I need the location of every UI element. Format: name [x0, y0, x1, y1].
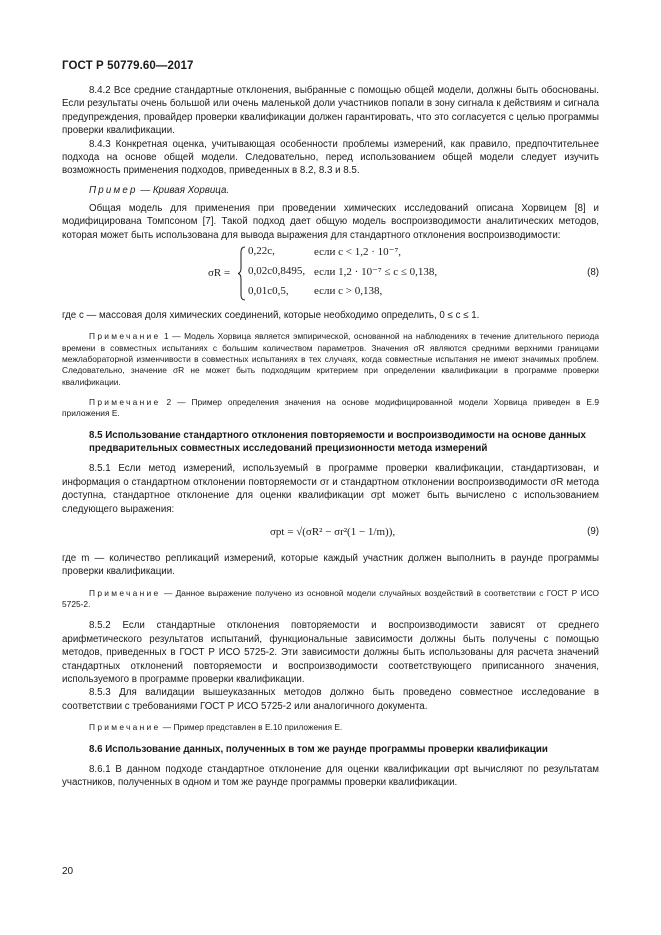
formula-8-cond-2: если 1,2 · 10⁻⁷ ≤ c ≤ 0,138,	[314, 266, 438, 279]
formula-9-expression: σpt = √(σR² − σr²(1 − 1/m)),	[270, 525, 396, 538]
note-4	[62, 722, 599, 733]
formula-8-case-1: 0,22c,	[248, 245, 275, 258]
example-title: Кривая Хорвица.	[152, 184, 230, 196]
example-heading	[62, 185, 599, 196]
note-2-label: Примечание	[89, 396, 161, 407]
formula-8-case-3: 0,01c0,5,	[248, 285, 289, 298]
note-1-label: Примечание	[89, 331, 161, 342]
page-number: 20	[62, 866, 74, 877]
section-heading-8-6: 8.6 Использование данных, полученных в том же раунде программы проверки квалификации	[89, 743, 548, 755]
paragraph-8-4-3: 8.4.3 Конкретная оценка, учитывающая особенности проблемы измерений, как правило, предпочтительнее подхода на основе общей модели. Следовательно, перед использованием общей модели следует изучить возможность применения подходов, приведенных в 8.2, 8.3 и 8.5.	[62, 138, 599, 177]
formula-8-case-2: 0,02c0,8495,	[248, 265, 306, 278]
paragraph-8-4-2: 8.4.2 Все средние стандартные отклонения, выбранные с помощью общей модели, должны быть обоснованы. Если результаты очень большой или очень маленькой доли участников попали в зону сигнала к действиям и сигнала предупреждения, провайдер проверки квалификации должен гарантировать, что это согласуется с целью программы проверки квалификации.	[62, 85, 599, 137]
brace-icon	[238, 246, 246, 301]
formula-8	[62, 245, 599, 303]
formula-8-cond-1: если c < 1,2 · 10⁻⁷,	[314, 246, 402, 259]
note-3	[62, 588, 599, 611]
page-content	[62, 84, 599, 790]
note-3-label: Примечание	[89, 587, 161, 598]
formula-9	[62, 520, 599, 550]
paragraph-where-m: где m — количество репликаций измерений, которые каждый участник должен выполнить в раунде программы проверки квалификации.	[62, 552, 599, 578]
note-1-text: 1 — Модель Хорвица является эмпирической, основанной на наблюдениях в течение длительного периода времени в совместных испытаниях с большим количеством параметров. Значения σR являются средними верхними границами межлабораторной изменчивости в совместных испытаниях в тех случаях, когда совместные испытания не имеют значимых проблем. Следовательно, значение σR не может быть подходящим критерием при определении квалификации в программе проверки квалификации.	[62, 331, 599, 387]
formula-8-cond-3: если c > 0,138,	[314, 285, 383, 298]
example-label: Пример	[89, 184, 138, 196]
note-3-text: — Данное выражение получено из основной модели случайных воздействий в соответствии с ГОСТ Р ИСО 5725-2.	[62, 587, 599, 610]
example-dash: —	[137, 184, 153, 196]
paragraph-8-5-3: 8.5.3 Для валидации вышеуказанных методов должно быть проведено совместное исследование в соответствии с требованиями ГОСТ Р ИСО 5725-2 или аналогичного документа.	[62, 687, 599, 712]
formula-8-number: (8)	[587, 267, 599, 279]
paragraph-8-5-2: 8.5.2 Если стандартные отклонения повторяемости и воспроизводимости зависят от среднего арифметического результатов испытаний, функциональные зависимости должны быть получены с помощью методов, приведенных в ГОСТ Р ИСО 5725-2. Эти зависимости должны быть использованы для расчета значений стандартных отклонений повторяемости и воспроизводимости соответствующего приписанного значения, используемого в программе проверки квалификации.	[62, 620, 599, 686]
standard-header: ГОСТ Р 50779.60—2017	[62, 60, 194, 72]
note-2	[62, 397, 599, 420]
paragraph-where-c: где c — массовая доля химических соединений, которые необходимо определить, 0 ≤ c ≤ 1.	[62, 310, 480, 322]
paragraph-8-5-1: 8.5.1 Если метод измерений, используемый в программе проверки квалификации, стандартизован, и информация о стандартном отклонении повторяемости σr и стандартном отклонении воспроизводимости σR метода доступна, стандартное отклонение для оценки квалификации σpt может быть вычислено с использованием следующего выражения:	[62, 463, 599, 515]
section-heading-8-5: 8.5 Использование стандартного отклонения повторяемости и воспроизводимости на основе данных предварительных совместных исследований прецизионности метода измерений	[89, 429, 586, 454]
paragraph-8-6-1: 8.6.1 В данном подходе стандартное отклонение для оценки квалификации σpt вычисляют по результатам участников, полученных в одном и том же раунде программы проверки квалификации.	[62, 763, 599, 789]
note-2-text: 2 — Пример определения значения на основе модифицированной модели Хорвица приведен в Е.9 приложения Е.	[62, 396, 599, 419]
note-1	[62, 331, 599, 387]
note-4-text: — Пример представлен в Е.10 приложения Е.	[160, 722, 343, 733]
note-4-label: Примечание	[89, 722, 161, 733]
formula-9-number: (9)	[587, 525, 599, 537]
formula-8-lhs: σR =	[208, 267, 231, 280]
paragraph-horwitz: Общая модель для применения при проведении химических исследований описана Хорвицем [8] и модифицирована Томпсоном [7]. Такой подход дает общую модель воспроизводимости аналитических методов, которая может быть использована для вывода выражения для стандартного отклонения воспроизводимости:	[62, 202, 599, 241]
